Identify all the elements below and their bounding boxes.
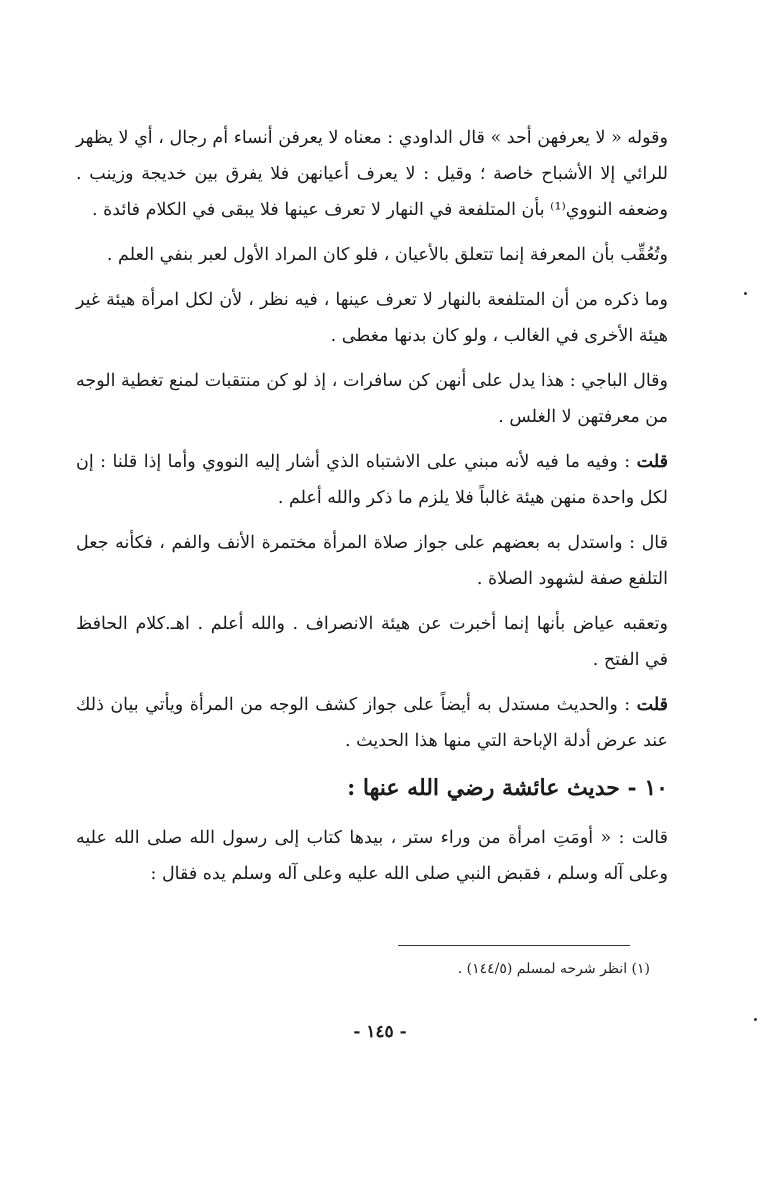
section-heading: ١٠ - حديث عائشة رضي الله عنها : bbox=[347, 775, 668, 801]
page-number: - ١٤٥ - bbox=[353, 1022, 407, 1042]
paragraph-6 bbox=[76, 525, 668, 597]
paragraph-1 bbox=[76, 120, 668, 228]
paragraph-8 bbox=[76, 687, 668, 759]
paragraph-text: وقال الباجي : هذا يدل على أنهن كن سافرات ، إذ لو كن منتقبات لمنع تغطية الوجه من معرفتهن لا الغلس . bbox=[76, 371, 668, 427]
paragraph-5 bbox=[76, 444, 668, 516]
paragraph-2 bbox=[76, 237, 668, 273]
paragraph-text: وتعقبه عياض بأنها إنما أخبرت عن هيئة الانصراف . والله أعلم . اهـ.كلام الحافظ في الفتح . bbox=[76, 614, 668, 670]
scan-speck bbox=[744, 292, 747, 295]
paragraph-7 bbox=[76, 606, 668, 678]
footnote-divider bbox=[398, 945, 630, 946]
paragraph-text: وما ذكره من أن المتلفعة بالنهار لا تعرف عينها ، فيه نظر ، لأن لكل امرأة هيئة غير هيئة الأخرى في الغالب ، ولو كان بدنها مغطى . bbox=[76, 290, 668, 346]
paragraph-text: : وفيه ما فيه لأنه مبني على الاشتباه الذي أشار إليه النووي وأما إذا قلنا : إن لكل واحدة منهن هيئة غالباً فلا يلزم ما ذكر والله أعلم . bbox=[76, 452, 668, 508]
paragraph-text: وقوله « لا يعرفهن أحد » قال الداودي : معناه لا يعرفن أنساء أم رجال ، أي لا يظهر للرائي إلا الأشباح خاصة ؛ وقيل : لا يعرف أعيانهن فلا يفرق بين خديجة وزينب . وضعفه النووي⁽¹⁾ بأن المتلفعة في النهار لا تعرف عينها فلا يبقى في الكلام فائدة . bbox=[76, 128, 668, 220]
paragraph-final: قالت : « أومَتِ امرأة من وراء ستر ، بيدها كتاب إلى رسول الله صلى الله عليه وعلى آله وسلم ، فقبض النبي صلى الله عليه وعلى آله وسلم يده فقال : bbox=[76, 828, 668, 884]
paragraph-text: وتُعُقِّب بأن المعرفة إنما تتعلق بالأعيان ، فلو كان المراد الأول لعبر بنفي العلم . bbox=[106, 245, 668, 265]
footnote: (١) انظر شرحه لمسلم (١٤٤/٥) . bbox=[457, 961, 650, 977]
main-text bbox=[76, 120, 668, 901]
paragraph-lead-qultu: قلت bbox=[636, 695, 668, 715]
paragraph-3 bbox=[76, 282, 668, 354]
paragraph-lead-qultu: قلت bbox=[636, 452, 668, 472]
paragraph-text: قال : واستدل به بعضهم على جواز صلاة المرأة مختمرة الأنف والفم ، فكأنه جعل التلفع صفة لشهود الصلاة . bbox=[76, 533, 668, 589]
scan-speck bbox=[754, 1018, 757, 1021]
paragraph-text: : والحديث مستدل به أيضاً على جواز كشف الوجه من المرأة ويأتي بيان ذلك عند عرض أدلة الإباحة التي منها هذا الحديث . bbox=[76, 695, 668, 751]
paragraph-4 bbox=[76, 363, 668, 435]
